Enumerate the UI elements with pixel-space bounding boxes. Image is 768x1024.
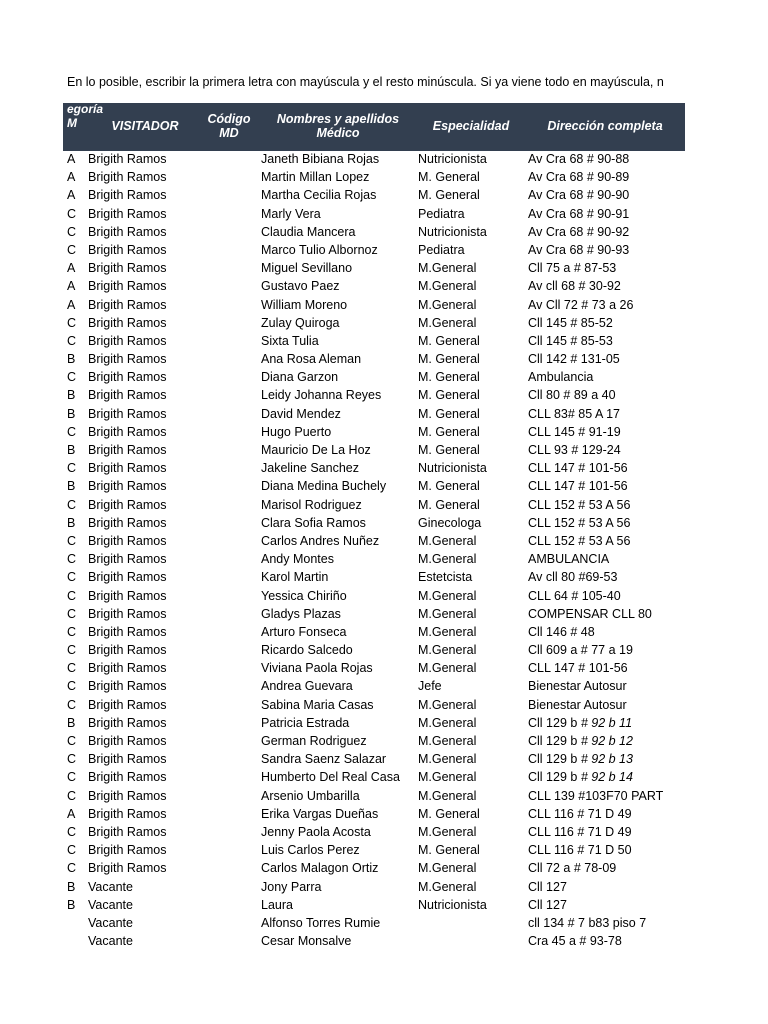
cell-visitador: Brigith Ramos <box>88 206 167 221</box>
header-categoria: egoría M <box>67 102 104 130</box>
cell-visitador: Brigith Ramos <box>88 588 167 603</box>
cell-nombre: Viviana Paola Rojas <box>261 661 373 676</box>
cell-especialidad: M.General <box>418 588 477 603</box>
cell-nombre: Jakeline Sanchez <box>261 461 359 476</box>
cell-nombre: Laura <box>261 897 293 912</box>
cell-direccion: Cll 145 # 85-53 <box>528 333 613 348</box>
header-codigo: Código MD <box>207 112 251 140</box>
cell-categoria: C <box>67 224 77 239</box>
cell-categoria: B <box>67 515 76 530</box>
cell-categoria: C <box>67 242 77 257</box>
cell-visitador: Brigith Ramos <box>88 606 167 621</box>
cell-direccion-part: Cll 129 b <box>528 770 581 785</box>
cell-nombre: Sandra Saenz Salazar <box>261 752 387 767</box>
cell-especialidad: M. General <box>418 188 480 203</box>
cell-especialidad: Nutricionista <box>418 461 487 476</box>
cell-categoria: C <box>67 661 77 676</box>
cell-direccion: Av Cra 68 # 90-91 <box>528 206 630 221</box>
cell-visitador: Brigith Ramos <box>88 224 167 239</box>
cell-nombre: Gladys Plazas <box>261 606 341 621</box>
cell-direccion: CLL 64 # 105-40 <box>528 588 621 603</box>
cell-visitador: Brigith Ramos <box>88 570 167 585</box>
cell-visitador: Brigith Ramos <box>88 843 167 858</box>
cell-especialidad: M. General <box>418 388 480 403</box>
cell-visitador: Vacante <box>88 934 133 949</box>
cell-categoria: C <box>67 315 77 330</box>
cell-categoria: A <box>67 261 76 276</box>
cell-nombre: Carlos Andres Nuñez <box>261 533 380 548</box>
cell-nombre: Sabina Maria Casas <box>261 697 374 712</box>
cell-categoria: C <box>67 734 77 748</box>
cell-categoria: B <box>67 715 76 730</box>
cell-categoria: B <box>67 479 76 494</box>
cell-especialidad: M. General <box>418 406 480 421</box>
cell-especialidad: M.General <box>418 879 477 894</box>
cell-categoria: A <box>67 152 76 166</box>
cell-especialidad: M.General <box>418 734 477 748</box>
table-row <box>0 423 768 441</box>
cell-direccion: CLL 147 # 101-56 <box>528 461 628 476</box>
cell-direccion: Bienestar Autosur <box>528 679 627 694</box>
cell-visitador: Brigith Ramos <box>88 533 167 548</box>
table-row <box>0 623 768 641</box>
table-row <box>0 441 768 459</box>
table-row <box>0 205 768 223</box>
cell-direccion: Av cll 68 # 30-92 <box>528 279 621 294</box>
cell-especialidad: M.General <box>418 861 477 876</box>
table-row <box>0 496 768 514</box>
cell-nombre: Jony Parra <box>261 879 322 894</box>
cell-categoria: B <box>67 879 76 894</box>
cell-direccion: CLL 93 # 129-24 <box>528 443 621 457</box>
cell-nombre: Jenny Paola Acosta <box>261 824 371 839</box>
cell-direccion: CLL 116 # 71 D 49 <box>528 824 632 839</box>
cell-especialidad: Nutricionista <box>418 224 487 239</box>
cell-direccion: Cll 146 # 48 <box>528 624 595 639</box>
cell-direccion: Bienestar Autosur <box>528 697 627 712</box>
table-row <box>0 514 768 532</box>
cell-visitador: Brigith Ramos <box>88 806 167 821</box>
cell-visitador: Brigith Ramos <box>88 279 167 294</box>
cell-categoria: A <box>67 297 76 312</box>
cell-categoria: C <box>67 752 77 767</box>
table-row <box>0 186 768 204</box>
table-row <box>0 150 768 168</box>
table-row <box>0 368 768 386</box>
cell-nombre: Diana Garzon <box>261 370 339 385</box>
cell-visitador: Brigith Ramos <box>88 315 167 330</box>
cell-nombre: Humberto Del Real Casa <box>261 770 400 785</box>
cell-categoria: C <box>67 697 77 712</box>
cell-direccion: Ambulancia <box>528 370 594 385</box>
cell-direccion-italic: # 92 b 11 <box>580 715 633 730</box>
cell-visitador: Brigith Ramos <box>88 333 167 348</box>
cell-nombre: Arsenio Umbarilla <box>261 788 360 803</box>
cell-nombre: William Moreno <box>261 297 348 312</box>
cell-visitador: Brigith Ramos <box>88 242 167 257</box>
cell-especialidad: M. General <box>418 170 480 185</box>
cell-direccion: CLL 152 # 53 A 56 <box>528 497 631 512</box>
cell-direccion-part: Cll 129 b <box>528 752 581 767</box>
cell-direccion-italic: # 92 b 13 <box>580 752 633 767</box>
cell-direccion: Cra 45 a # 93-78 <box>528 934 622 949</box>
table-row <box>0 823 768 841</box>
cell-visitador: Brigith Ramos <box>88 734 167 748</box>
cell-nombre: Martha Cecilia Rojas <box>261 188 377 203</box>
cell-direccion: Av Cra 68 # 90-93 <box>528 242 630 257</box>
cell-especialidad: M. General <box>418 843 480 858</box>
cell-direccion: AMBULANCIA <box>528 552 610 567</box>
cell-especialidad: Estetcista <box>418 570 473 585</box>
cell-direccion <box>528 750 633 768</box>
cell-nombre: Arturo Fonseca <box>261 624 347 639</box>
cell-categoria: C <box>67 206 77 221</box>
table-row <box>0 587 768 605</box>
cell-categoria: B <box>67 388 76 403</box>
table-row <box>0 477 768 495</box>
cell-especialidad: M.General <box>418 552 477 567</box>
cell-visitador: Brigith Ramos <box>88 552 167 567</box>
cell-direccion: COMPENSAR CLL 80 <box>528 606 652 621</box>
cell-nombre: Yessica Chiriño <box>261 588 347 603</box>
cell-categoria: C <box>67 824 77 839</box>
cell-especialidad: Nutricionista <box>418 897 487 912</box>
cell-nombre: Mauricio De La Hoz <box>261 443 371 457</box>
table-row <box>0 732 768 750</box>
cell-categoria: C <box>67 606 77 621</box>
cell-direccion: Cll 145 # 85-52 <box>528 315 613 330</box>
header-direccion: Dirección completa <box>547 119 663 133</box>
cell-direccion <box>528 732 633 750</box>
cell-direccion <box>528 768 633 786</box>
cell-direccion: Cll 127 <box>528 897 567 912</box>
table-row <box>0 896 768 914</box>
cell-direccion: Cll 142 # 131-05 <box>528 352 620 367</box>
cell-nombre: Cesar Monsalve <box>261 934 352 949</box>
cell-nombre: David Mendez <box>261 406 341 421</box>
cell-especialidad: M.General <box>418 297 477 312</box>
cell-especialidad: M. General <box>418 370 480 385</box>
table-row <box>0 859 768 877</box>
table-row <box>0 350 768 368</box>
cell-direccion: CLL 83# 85 A 17 <box>528 406 620 421</box>
cell-nombre: Luis Carlos Perez <box>261 843 360 858</box>
table-row <box>0 714 768 732</box>
cell-direccion-part: Cll 129 b <box>528 715 581 730</box>
table-row <box>0 641 768 659</box>
cell-visitador: Brigith Ramos <box>88 515 167 530</box>
cell-visitador: Brigith Ramos <box>88 188 167 203</box>
cell-categoria: C <box>67 570 77 585</box>
cell-visitador: Brigith Ramos <box>88 424 167 439</box>
cell-direccion-part: Cll 129 b <box>528 734 581 748</box>
cell-categoria: A <box>67 279 76 294</box>
table-row <box>0 168 768 186</box>
table-row <box>0 696 768 714</box>
cell-categoria: C <box>67 861 77 876</box>
cell-categoria: C <box>67 461 77 476</box>
cell-direccion: Cll 72 a # 78-09 <box>528 861 617 876</box>
cell-visitador: Brigith Ramos <box>88 352 167 367</box>
cell-visitador: Brigith Ramos <box>88 461 167 476</box>
cell-nombre: Ricardo Salcedo <box>261 643 353 658</box>
cell-categoria: B <box>67 443 76 457</box>
table-row <box>0 787 768 805</box>
cell-especialidad: M. General <box>418 443 480 457</box>
table-row <box>0 405 768 423</box>
table-row <box>0 605 768 623</box>
cell-categoria: C <box>67 333 77 348</box>
cell-visitador: Brigith Ramos <box>88 788 167 803</box>
table-row <box>0 750 768 768</box>
cell-nombre: Andy Montes <box>261 552 334 567</box>
cell-especialidad: M. General <box>418 479 480 494</box>
cell-especialidad: Pediatra <box>418 206 465 221</box>
cell-direccion: CLL 116 # 71 D 49 <box>528 806 632 821</box>
cell-categoria: C <box>67 770 77 785</box>
cell-direccion-italic: # 92 b 14 <box>580 770 633 785</box>
cell-especialidad: Ginecologa <box>418 515 482 530</box>
cell-nombre: German Rodriguez <box>261 734 367 748</box>
cell-especialidad: M.General <box>418 261 477 276</box>
cell-direccion: CLL 116 # 71 D 50 <box>528 843 632 858</box>
table-row <box>0 677 768 695</box>
cell-visitador: Brigith Ramos <box>88 824 167 839</box>
table-row <box>0 332 768 350</box>
table-row <box>0 914 768 932</box>
cell-direccion: CLL 152 # 53 A 56 <box>528 533 631 548</box>
cell-direccion: Av Cra 68 # 90-92 <box>528 224 630 239</box>
cell-direccion: CLL 152 # 53 A 56 <box>528 515 631 530</box>
table-row <box>0 659 768 677</box>
cell-nombre: Erika Vargas Dueñas <box>261 806 379 821</box>
table-row <box>0 259 768 277</box>
cell-categoria: C <box>67 497 77 512</box>
cell-visitador: Brigith Ramos <box>88 152 167 166</box>
header-nombres: Nombres y apellidos Médico <box>276 112 400 140</box>
cell-especialidad: M. General <box>418 806 480 821</box>
cell-nombre: Diana Medina Buchely <box>261 479 387 494</box>
cell-especialidad: M.General <box>418 715 477 730</box>
cell-categoria: A <box>67 806 76 821</box>
cell-direccion: CLL 147 # 101-56 <box>528 479 628 494</box>
cell-categoria: B <box>67 406 76 421</box>
cell-direccion: Av Cra 68 # 90-88 <box>528 152 630 166</box>
cell-direccion: Av Cll 72 # 73 a 26 <box>528 297 634 312</box>
table-row <box>0 277 768 295</box>
cell-especialidad: M.General <box>418 788 477 803</box>
cell-visitador: Vacante <box>88 897 133 912</box>
table-row <box>0 878 768 896</box>
cell-visitador: Brigith Ramos <box>88 715 167 730</box>
cell-visitador: Brigith Ramos <box>88 752 167 767</box>
cell-visitador: Brigith Ramos <box>88 697 167 712</box>
table-row <box>0 459 768 477</box>
cell-visitador: Brigith Ramos <box>88 861 167 876</box>
table-body <box>0 150 768 950</box>
header-especialidad: Especialidad <box>432 119 510 133</box>
cell-categoria: B <box>67 897 76 912</box>
cell-visitador: Brigith Ramos <box>88 261 167 276</box>
cell-categoria: C <box>67 552 77 567</box>
cell-direccion: Cll 127 <box>528 879 567 894</box>
cell-nombre: Clara Sofia Ramos <box>261 515 366 530</box>
cell-visitador: Vacante <box>88 879 133 894</box>
cell-nombre: Marisol Rodriguez <box>261 497 362 512</box>
cell-especialidad: M. General <box>418 424 480 439</box>
cell-visitador: Brigith Ramos <box>88 479 167 494</box>
cell-categoria: C <box>67 588 77 603</box>
cell-nombre: Sixta Tulia <box>261 333 319 348</box>
cell-direccion-italic: # 92 b 12 <box>580 734 633 748</box>
cell-visitador: Brigith Ramos <box>88 643 167 658</box>
table-row <box>0 314 768 332</box>
cell-nombre: Marco Tulio Albornoz <box>261 242 378 257</box>
cell-visitador: Brigith Ramos <box>88 679 167 694</box>
cell-categoria: C <box>67 424 77 439</box>
cell-direccion: CLL 139 #103F70 PART <box>528 788 664 803</box>
cell-visitador: Brigith Ramos <box>88 624 167 639</box>
cell-categoria: C <box>67 643 77 658</box>
cell-visitador: Brigith Ramos <box>88 170 167 185</box>
cell-nombre: Claudia Mancera <box>261 224 356 239</box>
cell-especialidad: M.General <box>418 279 477 294</box>
cell-especialidad: M.General <box>418 624 477 639</box>
cell-visitador: Vacante <box>88 915 133 930</box>
table-row <box>0 932 768 950</box>
table-header <box>63 103 685 151</box>
cell-nombre: Ana Rosa Aleman <box>261 352 362 367</box>
cell-especialidad: M.General <box>418 824 477 839</box>
cell-visitador: Brigith Ramos <box>88 661 167 676</box>
cell-visitador: Brigith Ramos <box>88 770 167 785</box>
cell-direccion: Cll 75 a # 87-53 <box>528 261 617 276</box>
cell-direccion: Av cll 80 #69-53 <box>528 570 618 585</box>
table-row <box>0 532 768 550</box>
cell-direccion: Cll 80 # 89 a 40 <box>528 388 616 403</box>
table-row <box>0 805 768 823</box>
cell-nombre: Leidy Johanna Reyes <box>261 388 382 403</box>
cell-visitador: Brigith Ramos <box>88 370 167 385</box>
table-row <box>0 386 768 404</box>
cell-especialidad: M.General <box>418 661 477 676</box>
cell-visitador: Brigith Ramos <box>88 406 167 421</box>
cell-categoria: B <box>67 352 76 367</box>
cell-direccion: Av Cra 68 # 90-89 <box>528 170 630 185</box>
table-row <box>0 296 768 314</box>
cell-direccion: cll 134 # 7 b83 piso 7 <box>528 915 647 930</box>
cell-especialidad: Jefe <box>418 679 442 694</box>
cell-categoria: C <box>67 679 77 694</box>
cell-visitador: Brigith Ramos <box>88 443 167 457</box>
cell-categoria: C <box>67 533 77 548</box>
cell-nombre: Alfonso Torres Rumie <box>261 915 381 930</box>
cell-categoria: C <box>67 370 77 385</box>
table-row <box>0 223 768 241</box>
cell-categoria: C <box>67 624 77 639</box>
cell-especialidad: M.General <box>418 770 477 785</box>
cell-nombre: Marly Vera <box>261 206 321 221</box>
table-row <box>0 241 768 259</box>
cell-especialidad: M.General <box>418 643 477 658</box>
cell-especialidad: M.General <box>418 606 477 621</box>
cell-nombre: Zulay Quiroga <box>261 315 340 330</box>
cell-nombre: Andrea Guevara <box>261 679 353 694</box>
cell-nombre: Carlos Malagon Ortiz <box>261 861 379 876</box>
cell-direccion: Av Cra 68 # 90-90 <box>528 188 630 203</box>
cell-especialidad: M. General <box>418 333 480 348</box>
cell-categoria: A <box>67 188 76 203</box>
instruction-note: En lo posible, escribir la primera letra con mayúscula y el resto minúscula. Si ya viene todo en mayúscula, n <box>67 75 664 89</box>
header-visitador: VISITADOR <box>111 119 179 133</box>
cell-especialidad: M.General <box>418 697 477 712</box>
cell-categoria: C <box>67 788 77 803</box>
cell-direccion: CLL 147 # 101-56 <box>528 661 628 676</box>
cell-nombre: Gustavo Paez <box>261 279 340 294</box>
cell-visitador: Brigith Ramos <box>88 297 167 312</box>
cell-especialidad: M. General <box>418 497 480 512</box>
cell-direccion <box>528 714 632 732</box>
cell-especialidad: Nutricionista <box>418 152 487 166</box>
cell-especialidad: M.General <box>418 533 477 548</box>
table-row <box>0 841 768 859</box>
cell-nombre: Martin Millan Lopez <box>261 170 370 185</box>
cell-nombre: Janeth Bibiana Rojas <box>261 152 380 166</box>
cell-visitador: Brigith Ramos <box>88 388 167 403</box>
cell-especialidad: M.General <box>418 752 477 767</box>
table-row <box>0 568 768 586</box>
table-row <box>0 768 768 786</box>
cell-especialidad: M. General <box>418 352 480 367</box>
cell-especialidad: Pediatra <box>418 242 465 257</box>
cell-especialidad: M.General <box>418 315 477 330</box>
cell-direccion: CLL 145 # 91-19 <box>528 424 621 439</box>
cell-categoria: C <box>67 843 77 858</box>
table-row <box>0 550 768 568</box>
cell-nombre: Miguel Sevillano <box>261 261 353 276</box>
cell-direccion: Cll 609 a # 77 a 19 <box>528 643 633 658</box>
cell-visitador: Brigith Ramos <box>88 497 167 512</box>
cell-nombre: Patricia Estrada <box>261 715 350 730</box>
cell-categoria: A <box>67 170 76 185</box>
cell-nombre: Karol Martin <box>261 570 329 585</box>
cell-nombre: Hugo Puerto <box>261 424 332 439</box>
